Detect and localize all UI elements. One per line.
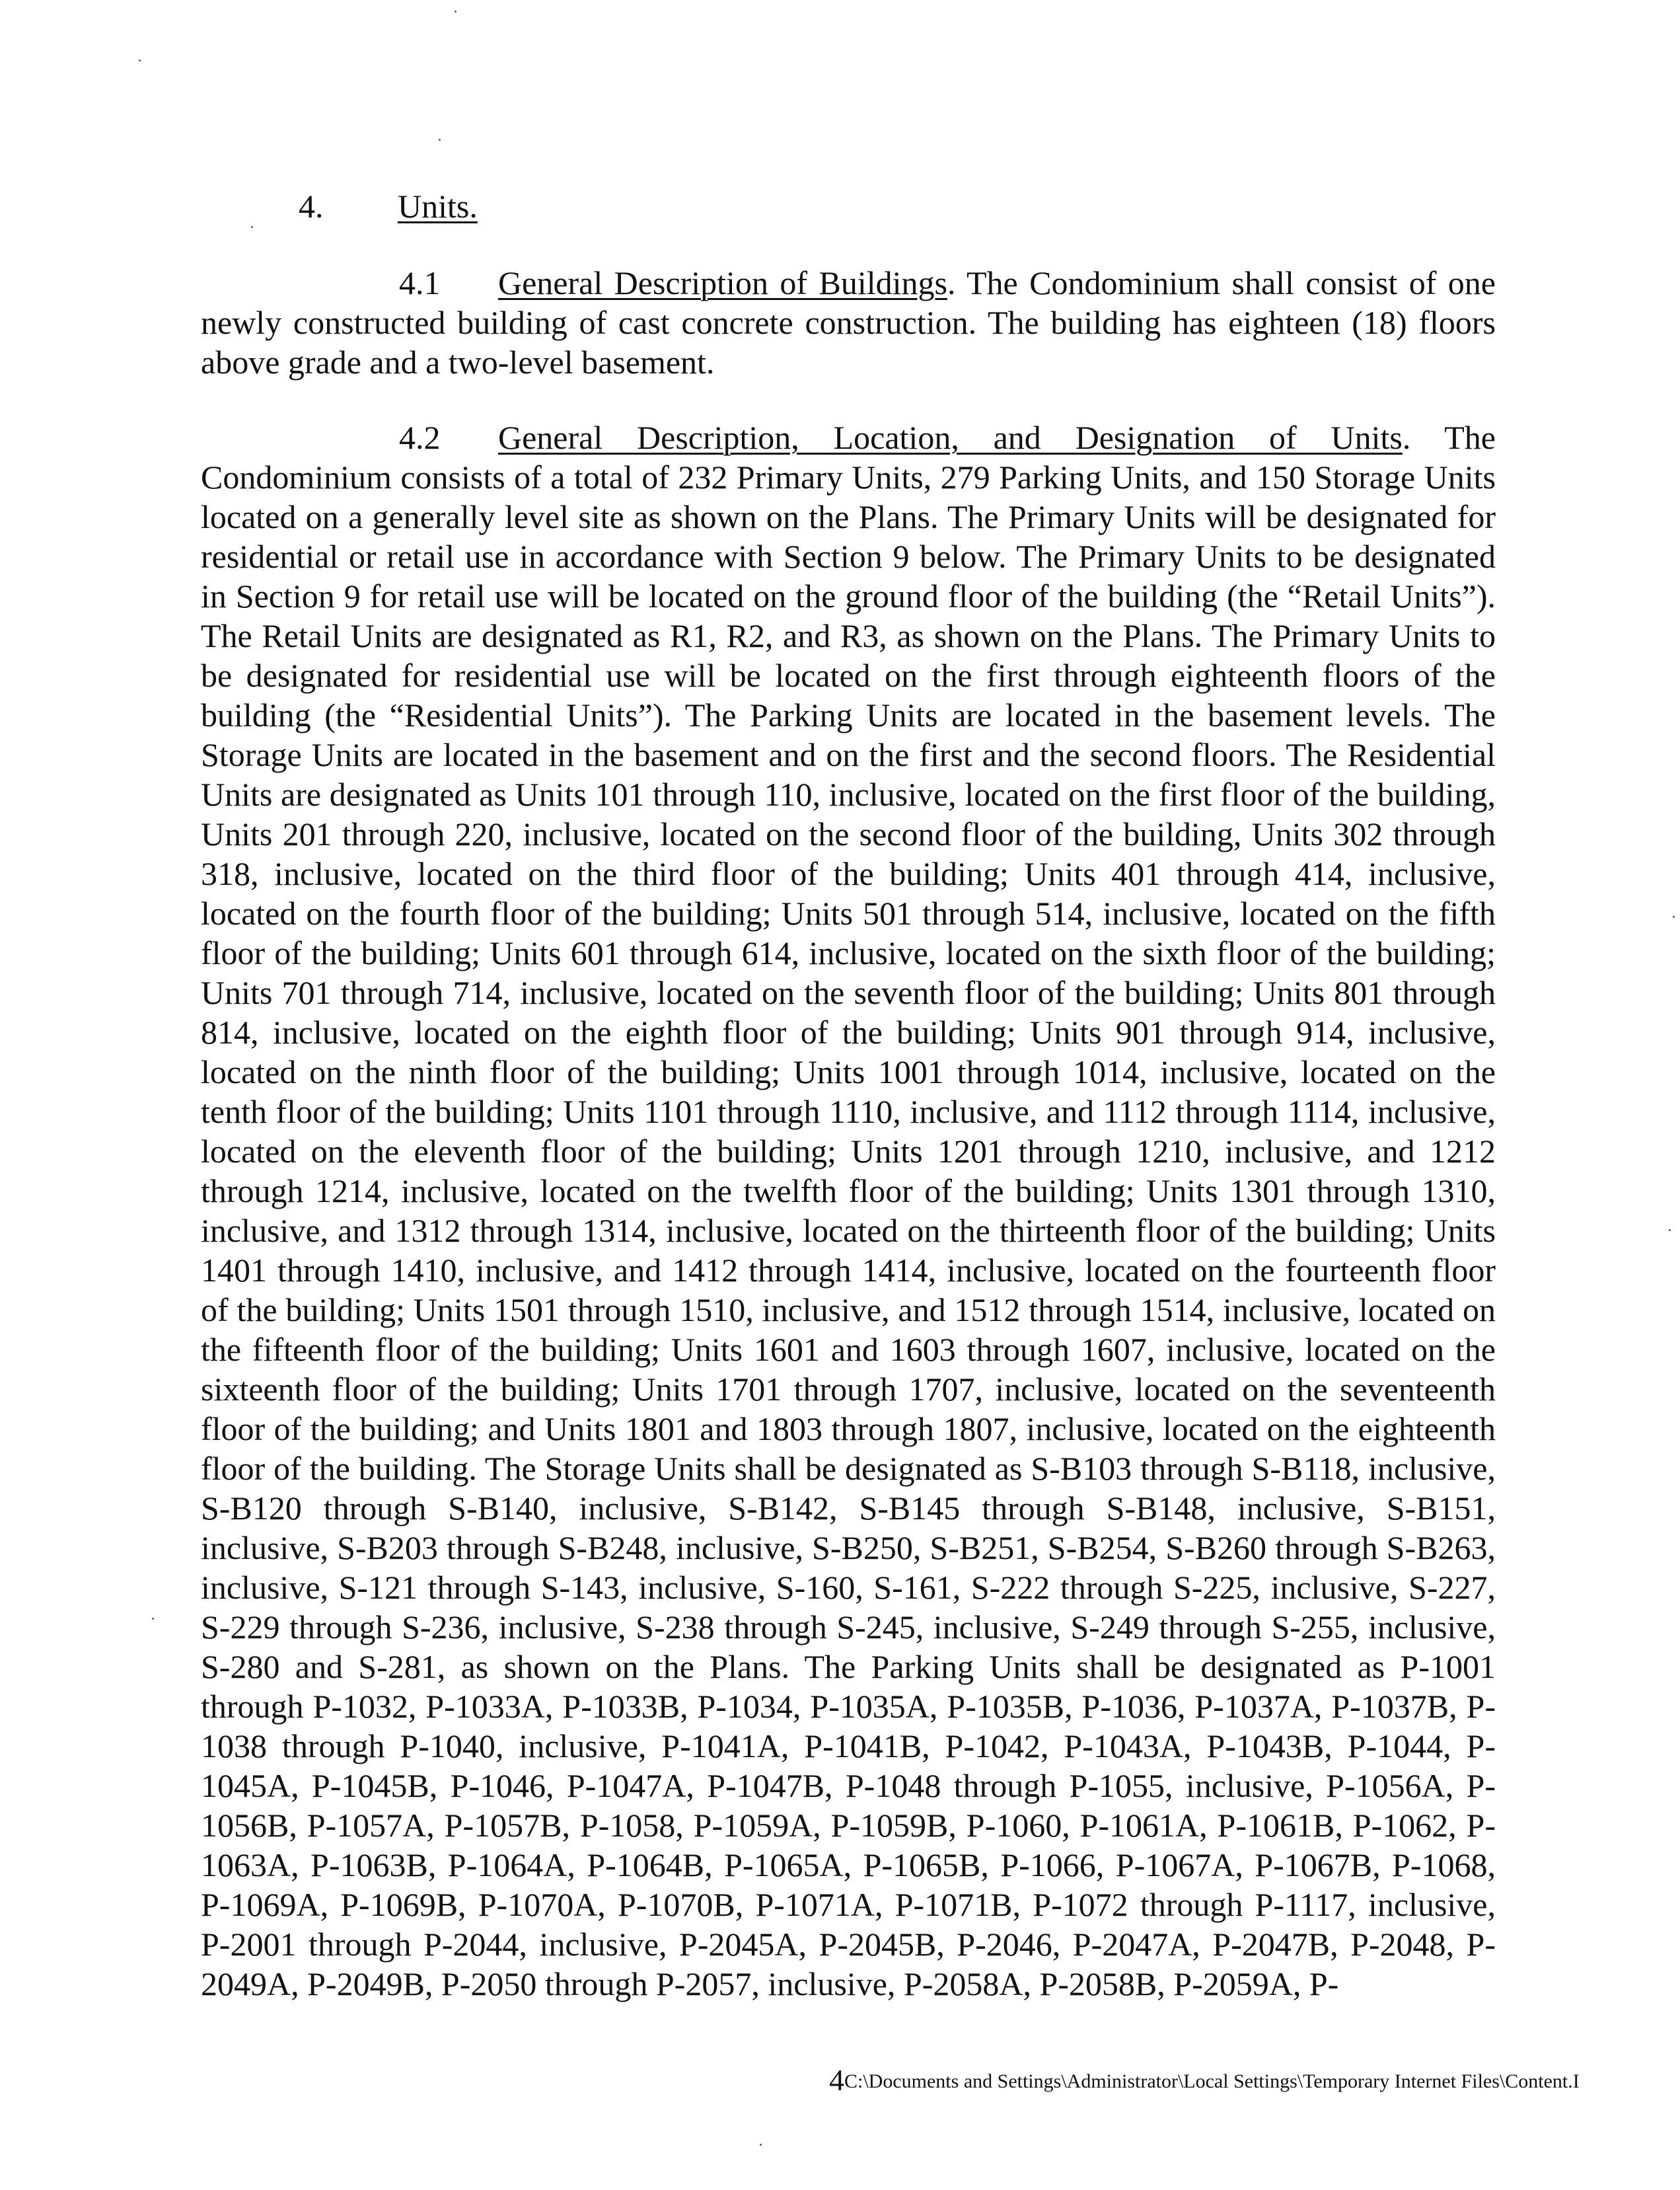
paragraph-4-1 <box>201 263 1496 382</box>
subsection-number: 4.2 <box>399 419 441 456</box>
scan-speck <box>439 139 441 141</box>
subsection-body: . The Condominium consists of a total of 232 Primary Units, 279 Parking Units, and 150 Storage Units located on a generally level site as shown on the Plans. The Primary Units will be designated for residential or retail use in accordance with Section 9 below. The Primary Units to be designated in Section 9 for retail use will be located on the ground floor of the building (the “Retail Units”). The Retail Units are designated as R1, R2, and R3, as shown on the Plans. The Primary Units to be designated for residential use will be located on the first through eighteenth floors of the building (the “Residential Units”). The Parking Units are located in the basement levels. The Storage Units are located in the basement and on the first and the second floors. The Residential Units are designated as Units 101 through 110, inclusive, located on the first floor of the building, Units 201 through 220, inclusive, located on the second floor of the building, Units 302 through 318, inclusive, located on the third floor of the building; Units 401 through 414, inclusive, located on the fourth floor of the building; Units 501 through 514, inclusive, located on the fifth floor of the building; Units 601 through 614, inclusive, located on the sixth floor of the building; Units 701 through 714, inclusive, located on the seventh floor of the building; Units 801 through 814, inclusive, located on the eighth floor of the building; Units 901 through 914, inclusive, located on the ninth floor of the building; Units 1001 through 1014, inclusive, located on the tenth floor of the building; Units 1101 through 1110, inclusive, and 1112 through 1114, inclusive, located on the eleventh floor of the building; Units 1201 through 1210, inclusive, and 1212 through 1214, inclusive, located on the twelfth floor of the building; Units 1301 through 1310, inclusive, and 1312 through 1314, inclusive, located on the thirteenth floor of the building; Units 1401 through 1410, inclusive, and 1412 through 1414, inclusive, located on the fourteenth floor of the building; Units 1501 through 1510, inclusive, and 1512 through 1514, inclusive, located on the fifteenth floor of the building; Units 1601 and 1603 through 1607, inclusive, located on the sixteenth floor of the building; Units 1701 through 1707, inclusive, located on the seventeenth floor of the building; and Units 1801 and 1803 through 1807, inclusive, located on the eighteenth floor of the building. The Storage Units shall be designated as S-B103 through S-B118, inclusive, S-B120 through S-B140, inclusive, S-B142, S-B145 through S-B148, inclusive, S-B151, inclusive, S-B203 through S-B248, inclusive, S-B250, S-B251, S-B254, S-B260 through S-B263, inclusive, S-121 through S-143, inclusive, S-160, S-161, S-222 through S-225, inclusive, S-227, S-229 through S-236, inclusive, S-238 through S-245, inclusive, S-249 through S-255, inclusive, S-280 and S-281, as shown on the Plans. The Parking Units shall be designated as P-1001 through P-1032, P-1033A, P-1033B, P-1034, P-1035A, P-1035B, P-1036, P-1037A, P-1037B, P-1038 through P-1040, inclusive, P-1041A, P-1041B, P-1042, P-1043A, P-1043B, P-1044, P-1045A, P-1045B, P-1046, P-1047A, P-1047B, P-1048 through P-1055, inclusive, P-1056A, P-1056B, P-1057A, P-1057B, P-1058, P-1059A, P-1059B, P-1060, P-1061A, P-1061B, P-1062, P-1063A, P-1063B, P-1064A, P-1064B, P-1065A, P-1065B, P-1066, P-1067A, P-1067B, P-1068, P-1069A, P-1069B, P-1070A, P-1070B, P-1071A, P-1071B, P-1072 through P-1117, inclusive, P-2001 through P-2044, inclusive, P-2045A, P-2045B, P-2046, P-2047A, P-2047B, P-2048, P-2049A, P-2049B, P-2050 through P-2057, inclusive, P-2058A, P-2058B, P-2059A, P- <box>201 419 1496 2002</box>
subsection-title: General Description, Location, and Designation of Units <box>498 419 1403 456</box>
scan-speck <box>1669 1229 1671 1231</box>
file-path: C:\Documents and Settings\Administrator\Local Settings\Temporary Internet Files\Content.I <box>844 2070 1580 2092</box>
scan-speck <box>139 59 141 61</box>
scan-speck <box>1673 916 1675 918</box>
section-title: Units. <box>398 188 478 225</box>
page-number: 4 <box>829 2063 844 2097</box>
scan-speck <box>251 226 253 228</box>
section-number: 4. <box>299 188 324 225</box>
scan-speck <box>760 2144 762 2146</box>
scan-speck <box>455 11 457 13</box>
section-heading <box>299 186 478 226</box>
page-footer <box>829 2063 1580 2097</box>
scan-speck <box>152 1618 154 1620</box>
subsection-title: General Description of Buildings <box>498 264 947 301</box>
paragraph-4-2 <box>201 418 1496 2004</box>
subsection-body: . The Condominium shall consist of one newly constructed building of cast concrete construction. The building has eighteen (18) floors above grade and a two-level basement. <box>201 264 1496 381</box>
subsection-number: 4.1 <box>399 264 441 301</box>
